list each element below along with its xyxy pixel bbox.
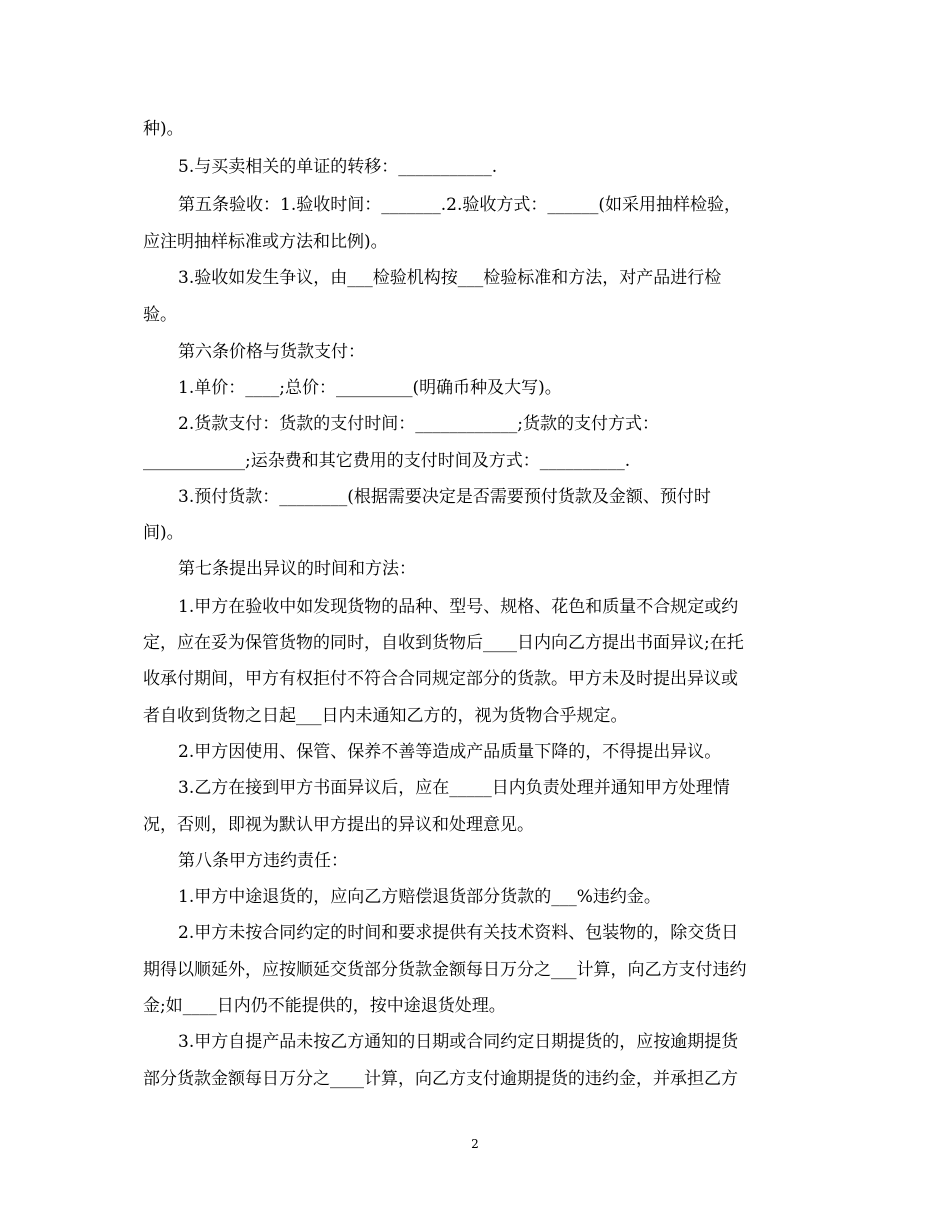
section-heading: 第六条价格与货款支付： <box>178 342 365 362</box>
body-line: 5.与买卖相关的单证的转移：___________. <box>178 157 498 177</box>
body-line: 1.甲方中途退货的，应向乙方赔偿退货部分货款的___%违约金。 <box>178 887 661 907</box>
body-line: 况，否则，即视为默认甲方提出的异议和处理意见。 <box>143 815 534 835</box>
body-line: 收承付期间，甲方有权拒付不符合合同规定部分的货款。甲方未及时提出异议或 <box>143 669 738 689</box>
body-line: 部分货款金额每日万分之____计算，向乙方支付逾期提货的违约金，并承担乙方 <box>143 1069 738 1089</box>
body-line: 第五条验收：1.验收时间：_______.2.验收方式：______(如采用抽样检验， <box>178 195 741 215</box>
body-line: 2.货款支付：货款的支付时间：____________;货款的支付方式： <box>178 414 659 434</box>
body-line: 期得以顺延外，应按顺延交货部分货款金额每日万分之___计算，向乙方支付违约 <box>143 960 747 980</box>
body-line: 2.甲方未按合同约定的时间和要求提供有关技术资料、包装物的，除交货日 <box>178 923 739 943</box>
body-line: 1.单价：____;总价：_________(明确币种及大写)。 <box>178 378 562 398</box>
body-line: 种)。 <box>143 119 184 139</box>
body-line: ____________;运杂费和其它费用的支付时间及方式：__________. <box>143 451 631 471</box>
body-line: 验。 <box>143 305 177 325</box>
page-number: 2 <box>471 1137 479 1151</box>
body-line: 1.甲方在验收中如发现货物的品种、型号、规格、花色和质量不合规定或约 <box>178 597 739 617</box>
body-line: 定，应在妥为保管货物的同时，自收到货物后____日内向乙方提出书面异议;在托 <box>143 633 744 653</box>
body-line: 者自收到货物之日起___日内未通知乙方的，视为货物合乎规定。 <box>143 706 628 726</box>
section-heading: 第七条提出异议的时间和方法： <box>178 559 416 579</box>
body-line: 3.验收如发生争议，由___检验机构按___检验标准和方法，对产品进行检 <box>178 268 722 288</box>
body-line: 3.甲方自提产品未按乙方通知的日期或合同约定日期提货的，应按逾期提货 <box>178 1032 739 1052</box>
body-line: 金;如____日内仍不能提供的，按中途退货处理。 <box>143 996 506 1016</box>
body-line: 应注明抽样标准或方法和比例)。 <box>143 232 388 252</box>
body-line: 3.乙方在接到甲方书面异议后，应在_____日内负责处理并通知甲方处理情 <box>178 778 730 798</box>
body-line: 3.预付货款：________(根据需要决定是否需要预付货款及金额、预付时 <box>178 487 711 507</box>
body-line: 间)。 <box>143 523 184 543</box>
section-heading: 第八条甲方违约责任： <box>178 851 348 871</box>
body-line: 2.甲方因使用、保管、保养不善等造成产品质量下降的，不得提出异议。 <box>178 742 722 762</box>
